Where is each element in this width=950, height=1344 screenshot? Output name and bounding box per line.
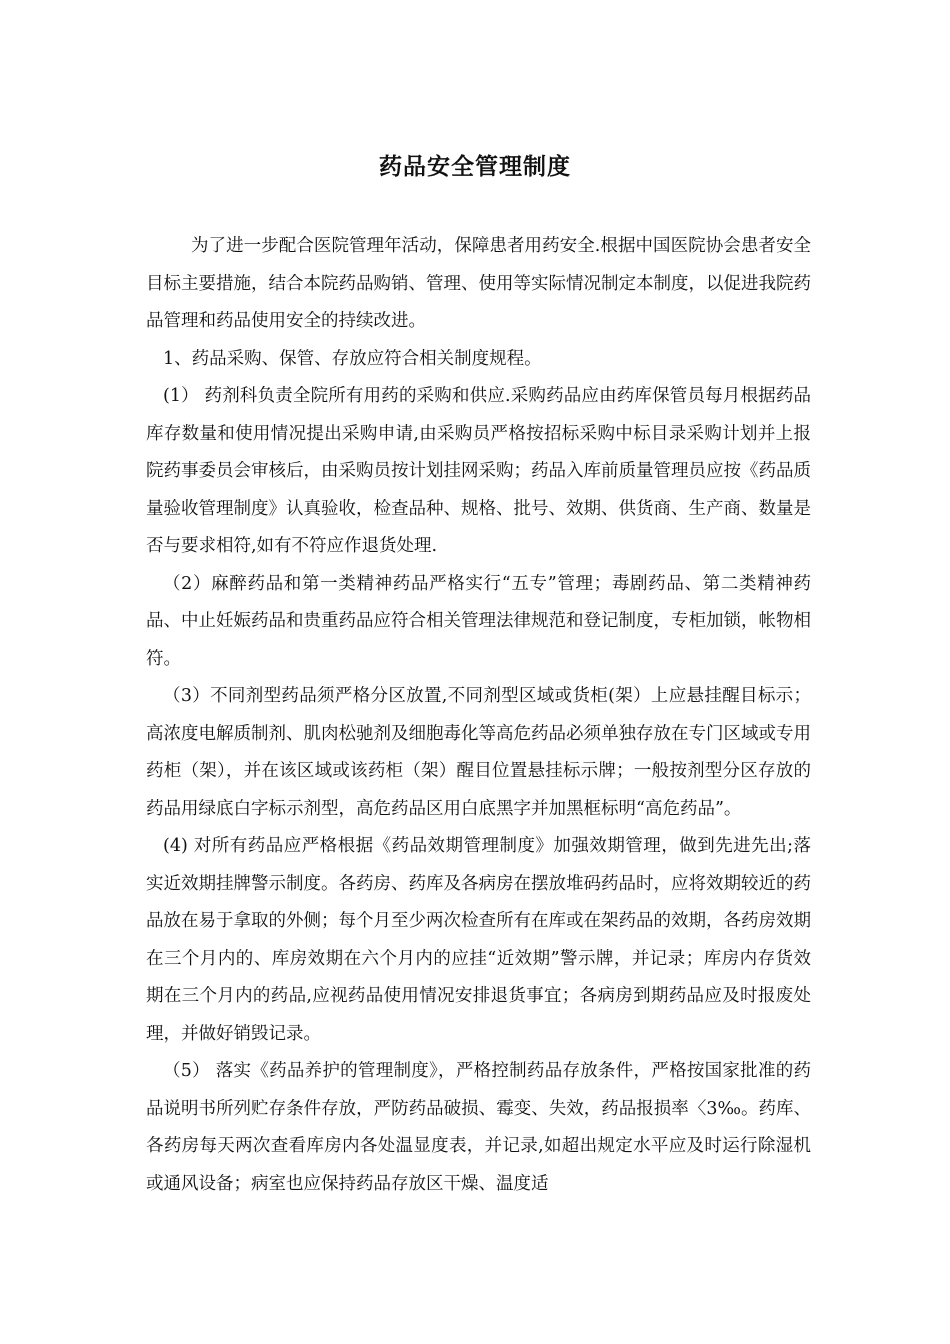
item-4-paragraph: (4) 对所有药品应严格根据《药品效期管理制度》加强效期管理，做到先进先出;落实近效期挂牌警示制度。各药房、药库及各病房在摆放堆码药品时，应将效期较近的药品放在易于拿取的外侧；每个月至少两次检查所有在库或在架药品的效期，各药房效期在三个月内的、库房效期在六个月内的应挂“近效期”警示牌，并记录；库房内存货效期在三个月内的药品,应视药品使用情况安排退货事宜；各病房到期药品应及时报废处理，并做好销毁记录。 [146,836,811,1044]
section-1-heading: 1、药品采购、保管、存放应符合相关制度规程。 [163,348,542,369]
item-3-paragraph: （3）不同剂型药品须严格分区放置,不同剂型区域或货柜(架）上应悬挂醒目标示；高浓度电解质制剂、肌肉松驰剂及细胞毒化等高危药品必须单独存放在专门区域或专用药柜（架），并在该区域或该药柜（架）醒目位置悬挂标示牌；一般按剂型分区存放的药品用绿底白字标示剂型，高危药品区用白底黑字并加黑框标明“高危药品”。 [146,686,811,819]
item-1-paragraph: (1） 药剂科负责全院所有用药的采购和供应.采购药品应由药库保管员每月根据药品库存数量和使用情况提出采购申请,由采购员严格按招标采购中标目录采购计划并上报院药事委员会审核后，由采购员按计划挂网采购；药品入库前质量管理员应按《药品质量验收管理制度》认真验收，检查品种、规格、批号、效期、供货商、生产商、数量是否与要求相符,如有不符应作退货处理. [146,386,811,556]
intro-paragraph: 为了进一步配合医院管理年活动，保障患者用药安全.根据中国医院协会患者安全目标主要措施，结合本院药品购销、管理、使用等实际情况制定本制度，以促进我院药品管理和药品使用安全的持续改进。 [146,236,811,331]
document-title: 药品安全管理制度 [379,154,571,180]
item-2-paragraph: （2）麻醉药品和第一类精神药品严格实行“五专”管理；毒剧药品、第二类精神药品、中止妊娠药品和贵重药品应符合相关管理法律规范和登记制度，专柜加锁，帐物相符。 [146,573,811,669]
document-body [146,228,811,1203]
item-5-paragraph: （5） 落实《药品养护的管理制度》，严格控制药品存放条件，严格按国家批准的药品说明书所列贮存条件存放，严防药品破损、霉变、失效，药品报损率〈3‰。药库、各药房每天两次查看库房内各处温显度表，并记录,如超出规定水平应及时运行除湿机或通风设备；病室也应保持药品存放区干燥、温度适 [146,1061,811,1194]
